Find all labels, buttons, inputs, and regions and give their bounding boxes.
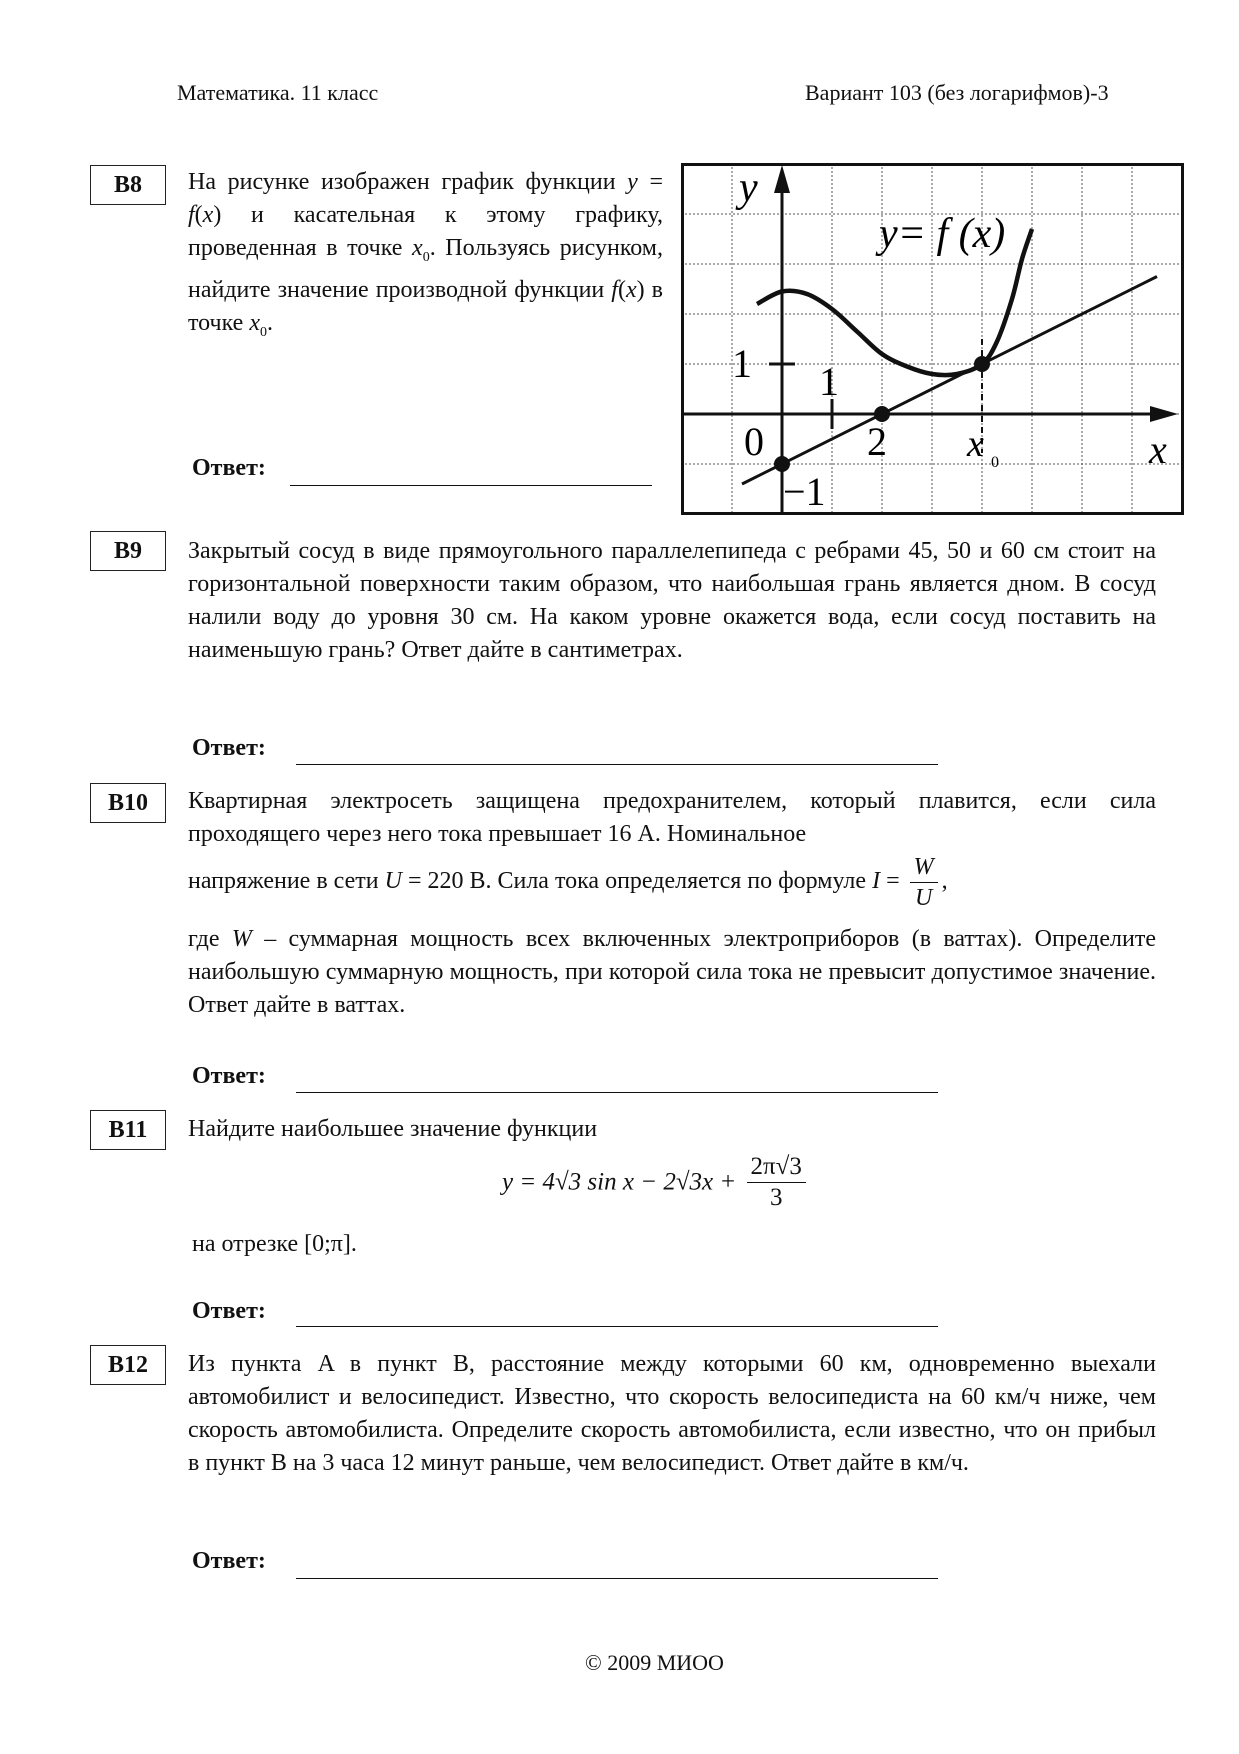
task-text-b9: Закрытый сосуд в виде прямоугольного параллелепипеда с ребрами 45, 50 и 60 см стоит на горизонтальной поверхности таким образом, что наибольшая грань является дном. В сосуд налили воду до уровня 30 см. На каком уровне окажется вода, если сосуд поставить на наименьшую грань? Ответ дайте в сантиметрах. — [188, 538, 1156, 663]
b10-line1: Квартирная электросеть защищена предохранителем, который плавится, если сила проходящего через него тока превышает 16 А. Номинальное — [188, 788, 1156, 847]
answer-label-b8: Ответ: — [192, 455, 266, 481]
task-text-b11: Найдите наибольшее значение функции — [188, 1116, 598, 1142]
task-number-b10: B10 — [90, 783, 166, 823]
answer-field-b10[interactable] — [296, 1092, 938, 1093]
task-number-b9: B9 — [90, 531, 166, 571]
footer-copyright: © 2009 МИОО — [585, 1650, 724, 1675]
task-number-b8: B8 — [90, 165, 166, 205]
answer-field-b8[interactable] — [290, 485, 652, 486]
header-variant: Вариант 103 (без логарифмов)-3 — [805, 80, 1109, 105]
answer-field-b11[interactable] — [296, 1326, 938, 1327]
x-axis-label: x — [1149, 427, 1167, 472]
task-text-b12: Из пункта A в пункт B, расстояние между которыми 60 км, одновременно выехали автомобилист и велосипедист. Известно, что скорость велосипедиста на 60 км/ч ниже, чем скорость автомобилиста. Определите скорость автомобилиста, если известно, что он прибыл в пункт B на 3 часа 12 минут раньше, чем велосипедист. Ответ дайте в км/ч. — [188, 1351, 1156, 1476]
origin-label: 0 — [744, 419, 764, 464]
answer-label-b10: Ответ: — [192, 1063, 266, 1089]
answer-label-b12: Ответ: — [192, 1548, 266, 1574]
answer-label-b9: Ответ: — [192, 735, 266, 761]
task-text-b8: На рисунке изображен график функции y = f(x) и касательная к этому графику, проведенная в точке $x_0$. Пользуясь рисунком, найдите значение производной функции f(x) в точке $x_0$. — [188, 169, 663, 340]
task-number-b12: B12 — [90, 1345, 166, 1385]
task-number-b11: B11 — [90, 1110, 166, 1150]
b11-formula: y = 4√3 sin x − 2√3x + $\frac{2\pi√3}{3}$ — [502, 1152, 810, 1213]
x-tick-label: 1 — [819, 359, 839, 404]
header-subject: Математика. 11 класс — [177, 80, 379, 105]
task-text-b10 — [188, 785, 1156, 1022]
two-label: 2 — [867, 419, 887, 464]
x-axis-arrow-icon — [1150, 406, 1178, 422]
y-tick-label: 1 — [732, 341, 752, 386]
answer-label-b11: Ответ: — [192, 1298, 266, 1324]
minus-one-label: −1 — [783, 469, 826, 514]
point-marker — [974, 356, 990, 372]
b10-line2: напряжение в сети U = 220 В. Сила тока определяется по формуле I = $\frac{W}{U}$ , — [188, 853, 948, 911]
x0-subscript: 0 — [991, 454, 999, 471]
fraction-w-u: $\frac{W}{U}$ — [910, 852, 938, 913]
function-graph — [681, 163, 1184, 515]
y-axis-arrow-icon — [774, 165, 790, 193]
y-axis-label: y — [739, 165, 758, 211]
x0-label: x — [967, 423, 984, 465]
fraction-2pi-sqrt3-3: $\frac{2\pi√3}{3}$ — [747, 1152, 806, 1213]
answer-field-b9[interactable] — [296, 764, 938, 765]
tangent-line — [742, 277, 1157, 485]
answer-field-b12[interactable] — [296, 1578, 938, 1579]
b11-interval: на отрезке [0;π]. — [192, 1231, 357, 1257]
function-label: y= f (x) — [879, 211, 1006, 257]
b10-line3: где W – суммарная мощность всех включенных электроприборов (в ваттах). Определите наибольшую суммарную мощность, при которой сила тока не превысит допустимое значение. Ответ дайте в ваттах. — [188, 926, 1157, 1018]
